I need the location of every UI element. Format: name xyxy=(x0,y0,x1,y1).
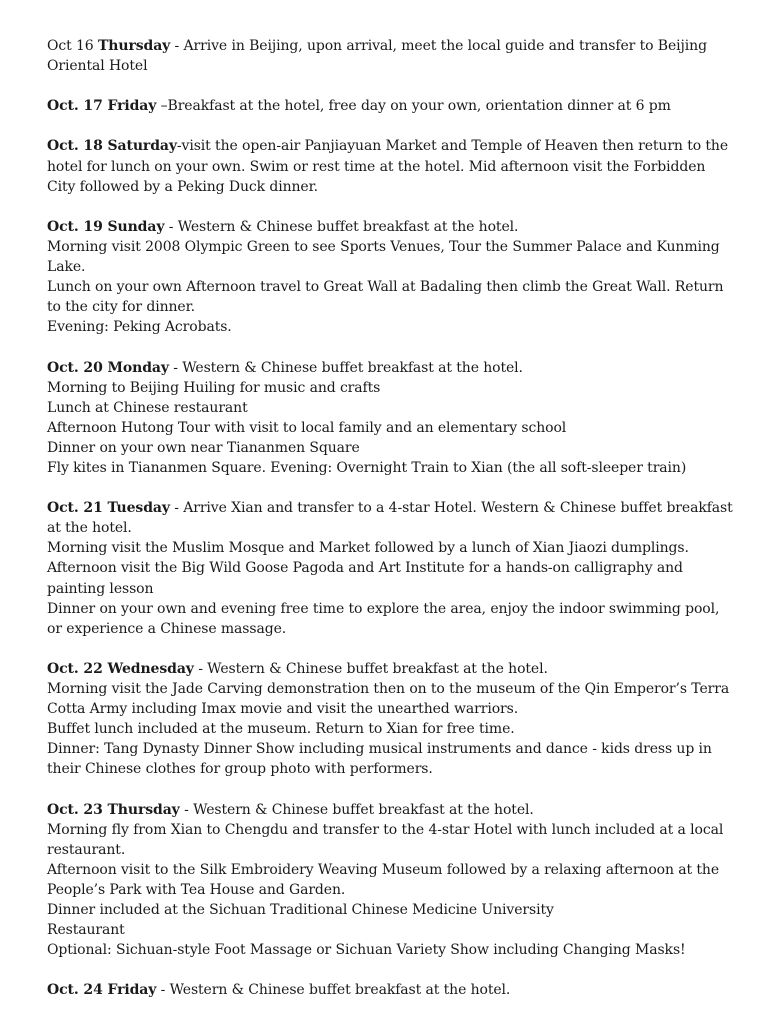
day-label: Oct. 23 Thursday xyxy=(47,801,180,818)
day-label: Oct. 20 Monday xyxy=(47,359,169,376)
day-label: Oct. 24 Friday xyxy=(47,982,157,999)
entry-detail-line: Fly kites in Tiananmen Square. Evening: Overnight Train to Xian (the all soft-sleeper train) xyxy=(47,459,687,476)
entry-detail-line: Morning fly from Xian to Chengdu and transfer to the 4-star Hotel with lunch included at a local restaurant. xyxy=(47,821,724,858)
entry-heading-line xyxy=(47,498,737,538)
itinerary-entry-oct-20 xyxy=(47,358,737,479)
entry-detail-line: Afternoon Hutong Tour with visit to local family and an elementary school xyxy=(47,419,567,436)
entry-detail-line: Dinner included at the Sichuan Traditional Chinese Medicine University xyxy=(47,902,554,919)
day-label: Thursday xyxy=(97,38,171,54)
day-label: Oct. 19 Sunday xyxy=(47,218,165,235)
entry-lead-text: - Arrive Xian and transfer to a 4-star Hotel. Western & Chinese buffet breakfast at the hotel. xyxy=(47,500,733,537)
entry-detail-line: Morning to Beijing Huiling for music and crafts xyxy=(47,379,381,396)
entry-detail-line: Lunch on your own Afternoon travel to Great Wall at Badaling then climb the Great Wall. Return to the city for dinner. xyxy=(47,279,724,316)
entry-lead-text: -visit the open-air Panjiayuan Market and Temple of Heaven then return to the hotel for lunch on your own. Swim or rest time at the hotel. Mid afternoon visit the Forbidden City followed by a Peking Duck dinner. xyxy=(47,138,729,195)
entry-lead-text: - Western & Chinese buffet breakfast at the hotel. xyxy=(179,801,534,818)
entry-heading-line xyxy=(47,96,737,116)
itinerary-entry-oct-17 xyxy=(47,96,737,116)
day-label: Oct. 21 Tuesday xyxy=(47,500,170,517)
entry-detail-line: Evening: Peking Acrobats. xyxy=(47,319,232,336)
entry-detail-line: Morning visit the Jade Carving demonstration then on to the museum of the Qin Emperor’s Terra Cotta Army including Imax movie and visit the unearthed warriors. xyxy=(47,681,730,718)
entry-lead-text: –Breakfast at the hotel, free day on your own, orientation dinner at 6 pm xyxy=(156,98,671,115)
itinerary-entry-oct-19 xyxy=(47,217,737,338)
entry-lead-text: - Western & Chinese buffet breakfast at the hotel. xyxy=(156,982,511,999)
itinerary-entry-oct-24 xyxy=(47,980,737,1000)
entry-lead-text: - Arrive in Beijing, upon arrival, meet the local guide and transfer to Beijing Oriental Hotel xyxy=(47,38,707,75)
entry-heading-line xyxy=(47,36,737,76)
itinerary-entry-oct-18 xyxy=(47,136,737,196)
entry-heading-line xyxy=(47,800,737,820)
entry-heading-line xyxy=(47,358,737,378)
entry-detail-line: Afternoon visit to the Silk Embroidery Weaving Museum followed by a relaxing afternoon at the People’s Park with Tea House and Garden. xyxy=(47,861,720,898)
entry-heading-line xyxy=(47,217,737,237)
entry-lead-text: - Western & Chinese buffet breakfast at the hotel. xyxy=(193,660,548,677)
entry-detail-line: Optional: Sichuan-style Foot Massage or Sichuan Variety Show including Changing Masks! xyxy=(47,942,686,959)
entry-heading-line xyxy=(47,659,737,679)
entry-lead-text: - Western & Chinese buffet breakfast at the hotel. xyxy=(164,218,519,235)
day-label-prefix: Oct 16 xyxy=(47,38,98,54)
entry-detail-line: Dinner on your own and evening free time to explore the area, enjoy the indoor swimming pool, or experience a Chinese massage. xyxy=(47,600,720,637)
entry-detail-line: Morning visit the Muslim Mosque and Market followed by a lunch of Xian Jiaozi dumplings. xyxy=(47,540,689,557)
entry-heading-line xyxy=(47,136,737,196)
entry-detail-line: Restaurant xyxy=(47,922,125,939)
itinerary-entry-oct-16 xyxy=(47,36,737,76)
entry-heading-line xyxy=(47,980,737,1000)
entry-detail-line: Lunch at Chinese restaurant xyxy=(47,399,248,416)
itinerary-document xyxy=(47,36,737,1021)
entry-detail-line: Buffet lunch included at the museum. Return to Xian for free time. xyxy=(47,721,515,738)
entry-lead-text: - Western & Chinese buffet breakfast at the hotel. xyxy=(168,359,523,376)
entry-detail-line: Dinner on your own near Tiananmen Square xyxy=(47,439,360,456)
day-label: Oct. 17 Friday xyxy=(47,98,157,115)
day-label: Oct. 22 Wednesday xyxy=(47,660,194,677)
entry-detail-line: Dinner: Tang Dynasty Dinner Show including musical instruments and dance - kids dress up in their Chinese clothes for group photo with performers. xyxy=(47,741,712,778)
entry-detail-line: Morning visit 2008 Olympic Green to see Sports Venues, Tour the Summer Palace and Kunming Lake. xyxy=(47,238,720,276)
itinerary-entry-oct-23 xyxy=(47,800,737,961)
entry-detail-line: Afternoon visit the Big Wild Goose Pagoda and Art Institute for a hands-on calligraphy and painting lesson xyxy=(47,560,683,597)
itinerary-entry-oct-21 xyxy=(47,498,737,639)
day-label: Oct. 18 Saturday xyxy=(47,138,177,155)
itinerary-entry-oct-22 xyxy=(47,659,737,780)
